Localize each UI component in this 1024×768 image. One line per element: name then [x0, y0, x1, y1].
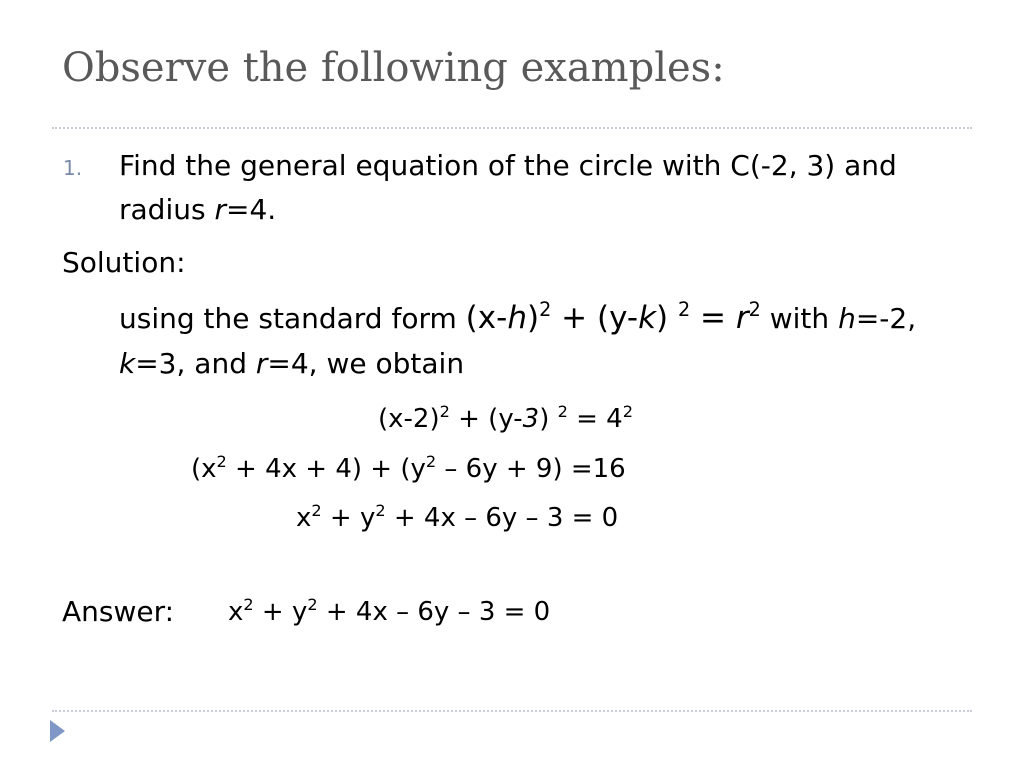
equation-step-2: $(x^2 + 4x + 4) + (y^2 - 6y + 9) =16$ [191, 451, 626, 484]
standard-form-line: using the standard form $(x-h)^2 + (y-k) ^2 = r^2$ with h=-2, [119, 297, 917, 336]
values-line: k=3, and r=4, we obtain [119, 347, 465, 380]
equation-step-1: $(x-2)^2 + (y-3) ^2 = 4^2$ [378, 401, 633, 434]
problem-line-1: Find the general equation of the circle with C(-2, 3) and [119, 149, 897, 182]
answer-equation: $x^2 + y^2 + 4x - 6y - 3 = 0$ [228, 594, 551, 627]
standard-form-formula: $(x-h)^2 + (y-k) ^2 = r^2$ [465, 297, 761, 336]
slide-title: Observe the following examples: [62, 45, 725, 91]
problem-line-2: radius r=4. [119, 193, 277, 226]
footer-divider [52, 710, 972, 712]
list-item-number: 1. [63, 156, 83, 180]
next-slide-triangle-icon[interactable] [50, 720, 65, 742]
variable-r: r [214, 193, 226, 226]
equation-step-3: $x^2 + y^2 + 4x - 6y - 3 = 0$ [296, 500, 619, 533]
title-divider [52, 127, 972, 129]
answer-label: Answer: [62, 595, 175, 628]
solution-label: Solution: [62, 246, 186, 279]
